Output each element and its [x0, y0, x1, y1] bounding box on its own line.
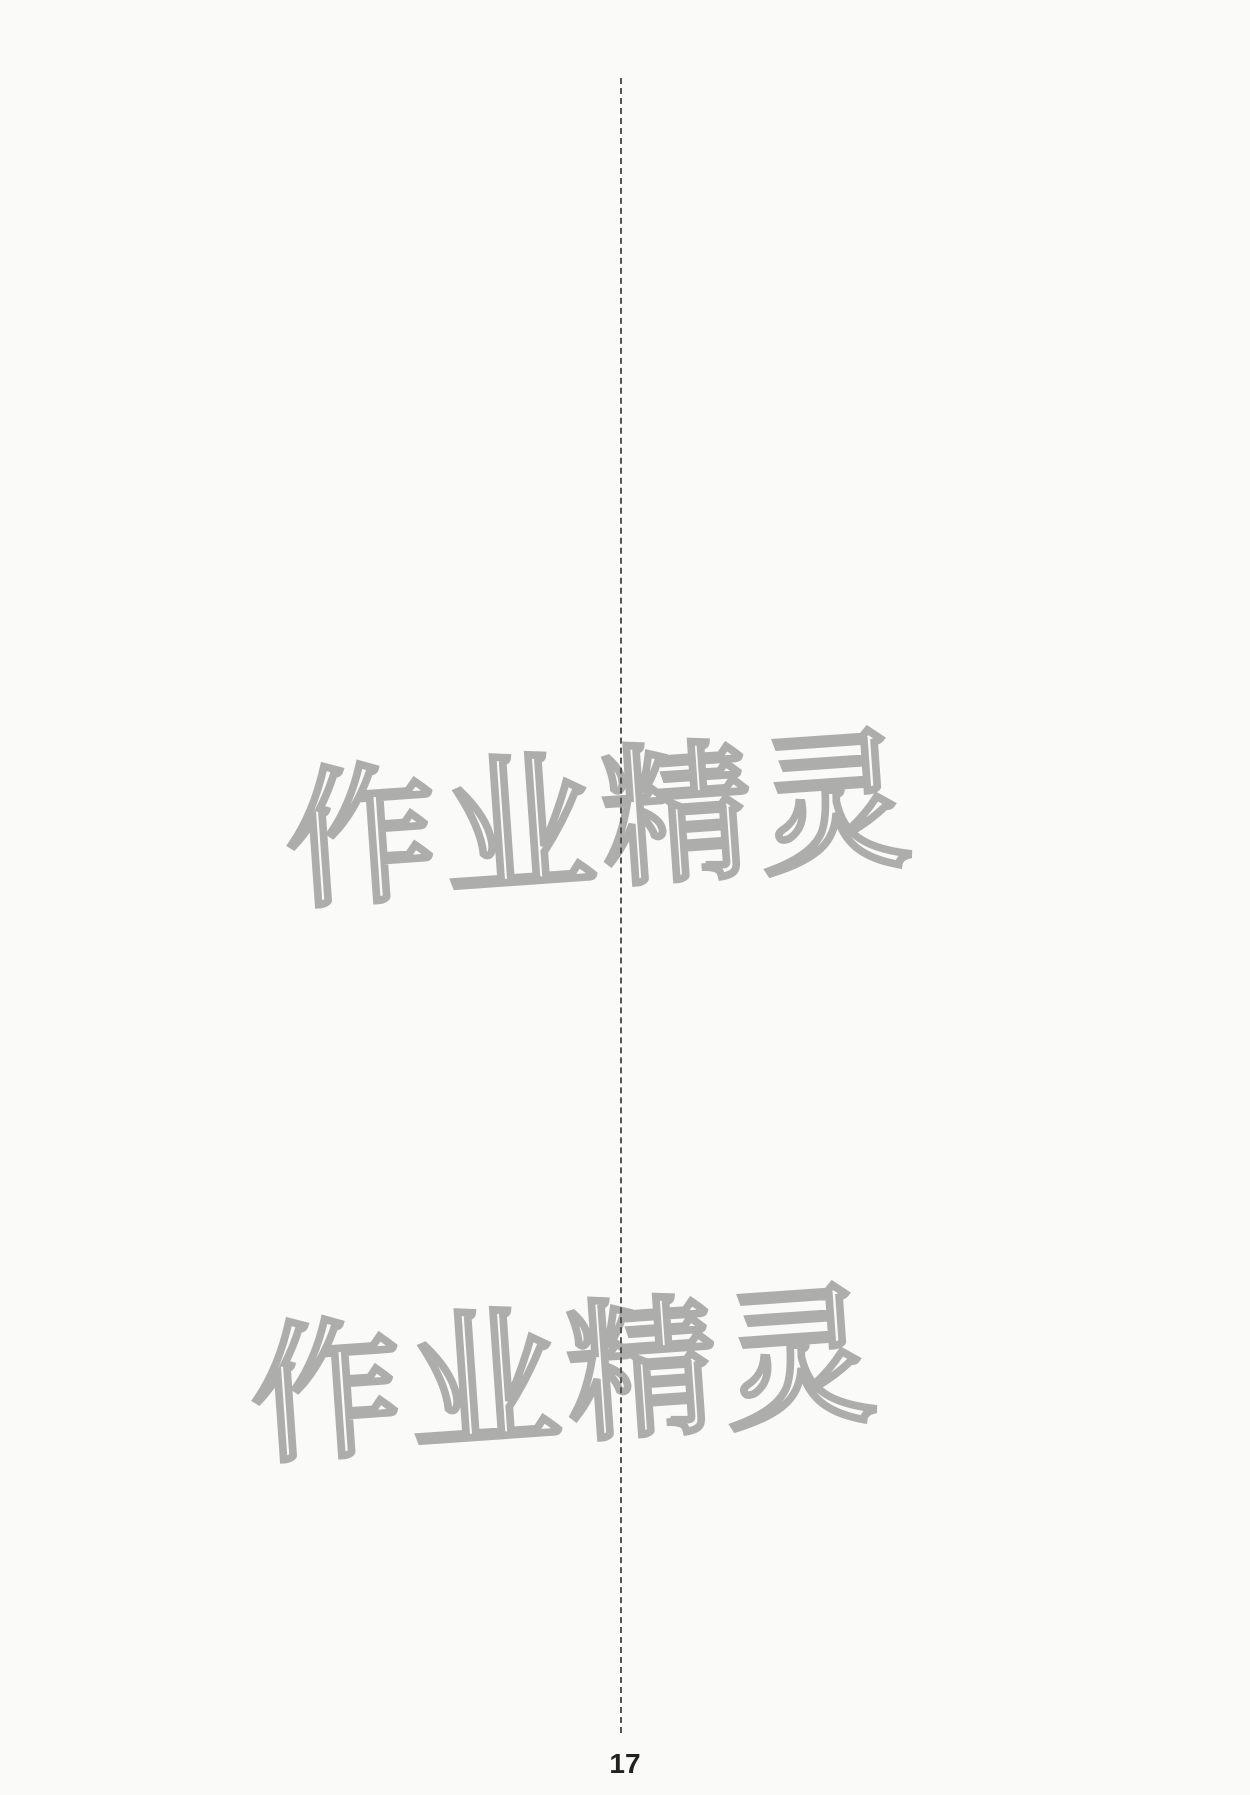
- column-divider: [620, 78, 622, 1733]
- right-column: [645, 0, 1185, 1795]
- left-column: [70, 0, 610, 1795]
- watermark-top: 作业精灵: [280, 713, 924, 931]
- watermark-bottom: 作业精灵: [245, 1268, 889, 1486]
- page-number: 17: [609, 1748, 641, 1779]
